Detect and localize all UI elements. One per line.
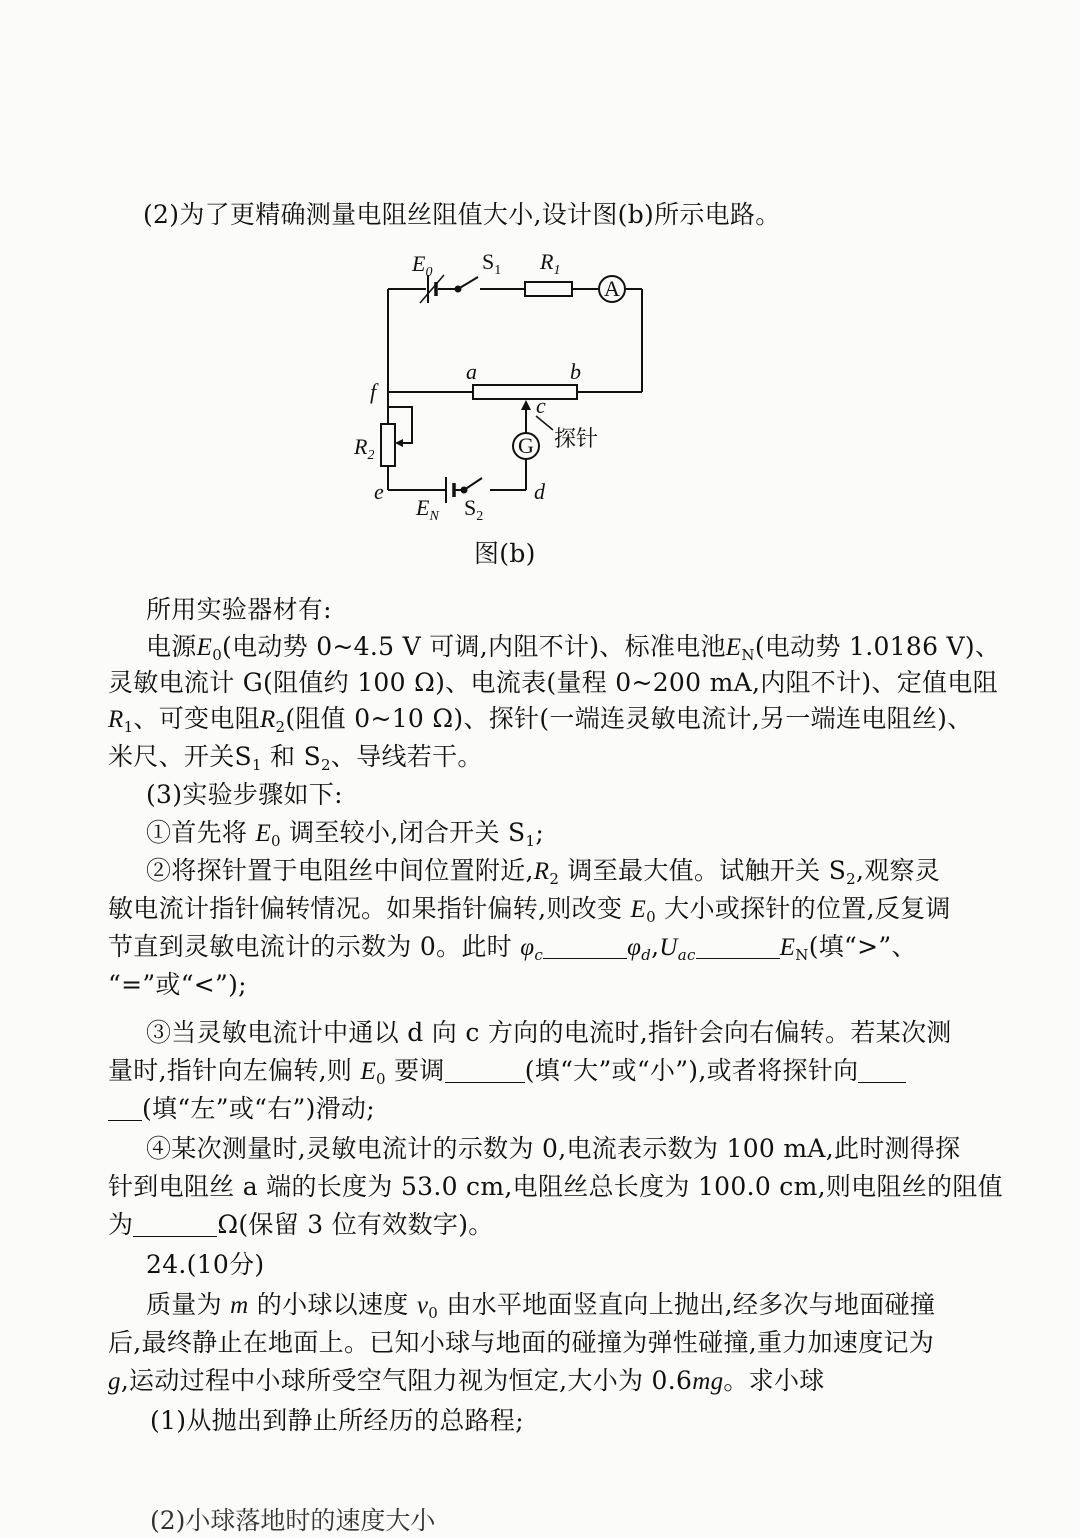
svg-text:S2: $S_2$ (464, 495, 484, 524)
label-r1: R (540, 249, 554, 274)
switch-s1-blade (458, 277, 478, 289)
galvanometer-label: G (518, 433, 534, 458)
answer-blank-4b[interactable] (108, 1096, 142, 1121)
node-d: d (534, 479, 545, 504)
step-3-line-2: 量时,指针向左偏转,则 $E_0$ 要调 (填“大”或“小”),或者将探针向 (108, 1054, 906, 1089)
probe-label: 探针 (554, 426, 599, 451)
q24-line-3: g,运动过程中小球所受空气阻力视为恒定,大小为 0.6mg。求小球 (108, 1366, 825, 1395)
node-a: a (466, 359, 477, 384)
ammeter-label: A (604, 276, 620, 301)
step-2-line-3: 节直到灵敏电流计的示数为 0。此时 $\varphi_c$ $\varphi_d,U_{ac}$ $E_N$(填“>”、 (108, 932, 917, 964)
probe-pointer-line (536, 416, 553, 430)
label-e0: E (412, 251, 426, 276)
svg-text:R2: $R_2$ (354, 434, 375, 463)
circuit-diagram (340, 245, 660, 524)
answer-blank-5[interactable] (133, 1212, 217, 1237)
q24-line-2: 后,最终静止在地面上。已知小球与地面的碰撞为弹性碰撞,重力加速度记为 (108, 1328, 935, 1357)
step-3-line-3: (填“左”或“右”)滑动; (108, 1092, 375, 1126)
probe-arrow-icon (521, 400, 531, 410)
materials-line-1: 电源$E_0$(电动势 0~4.5 V 可调,内阻不计)、标准电池$E_N$(电动势 1.0186 V)、 (146, 632, 1001, 664)
step-4-line-3: 为 Ω(保留 3 位有效数字)。 (108, 1210, 494, 1239)
switch-s2-blade (464, 478, 482, 490)
part2-intro: (2)为了更精确测量电阻丝阻值大小,设计图(b)所示电路。 (143, 200, 781, 229)
q24-sub-1: (1)从抛出到静止所经历的总路程; (150, 1406, 524, 1435)
node-b: b (570, 359, 581, 384)
answer-blank-2[interactable] (696, 934, 780, 959)
cut-off-line: (2)小球落地时的速度大小 (150, 1506, 436, 1535)
answer-blank-3[interactable] (445, 1058, 525, 1083)
r2-slider-arrow-icon (395, 439, 403, 447)
node-c: c (536, 393, 546, 418)
answer-blank-4a[interactable] (858, 1058, 906, 1083)
svg-text:EN: $E_N$ (416, 495, 439, 524)
resistance-wire-ab (473, 385, 577, 399)
step-4-line-1: ④某次测量时,灵敏电流计的示数为 0,电流表示数为 100 mA,此时测得探 (146, 1134, 961, 1163)
resistor-r2 (381, 424, 395, 466)
svg-text:R1: $R_1$ (540, 249, 561, 278)
answer-blank-1[interactable] (543, 934, 627, 959)
step-2-line-1: ②将探针置于电阻丝中间位置附近$,R_2$ 调至最大值。试触开关 $S_2$,观察灵 (146, 856, 941, 888)
figure-caption: 图(b) (474, 539, 536, 568)
step-1: ①首先将 $E_0$ 调至较小,闭合开关 $S_1$; (146, 818, 545, 850)
svg-text:S1: $S_1$ (482, 249, 502, 278)
materials-title: 所用实验器材有: (146, 595, 332, 624)
step-3-line-1: ③当灵敏电流计中通以 d 向 c 方向的电流时,指针会向右偏转。若某次测 (146, 1018, 952, 1047)
step-2-line-2: 敏电流计指针偏转情况。如果指针偏转,则改变 $E_0$ 大小或探针的位置,反复调 (108, 894, 951, 926)
resistor-r1 (525, 282, 572, 296)
svg-text:E0: $E_0$ (412, 251, 433, 280)
step-4-line-2: 针到电阻丝 a 端的长度为 53.0 cm,电阻丝总长度为 100.0 cm,则电阻丝的阻值 (108, 1172, 1003, 1201)
q24-line-1: 质量为 m 的小球以速度 $v_0$ 由水平地面竖直向上抛出,经多次与地面碰撞 (146, 1290, 936, 1322)
label-en: E (416, 495, 430, 520)
question-24-heading: 24.(10分) (146, 1250, 265, 1279)
label-s1: S (482, 249, 495, 274)
part3-title: (3)实验步骤如下: (146, 780, 343, 809)
label-r2: R (354, 434, 368, 459)
step-2-line-4: “=”或“<”); (108, 970, 247, 999)
materials-line-4: 米尺、开关$S_1$ 和 $S_2$、导线若干。 (108, 742, 483, 774)
materials-line-3: $R_1$、可变电阻$R_2$(阻值 0~10 Ω)、探针(一端连灵敏电流计,另一端连电阻丝)、 (108, 704, 973, 736)
node-f: f (370, 379, 377, 404)
node-e: e (374, 479, 384, 504)
materials-line-2: 灵敏电流计 G(阻值约 100 Ω)、电流表(量程 0~200 mA,内阻不计)、定值电阻 (108, 668, 998, 697)
label-s2: S (464, 495, 477, 520)
